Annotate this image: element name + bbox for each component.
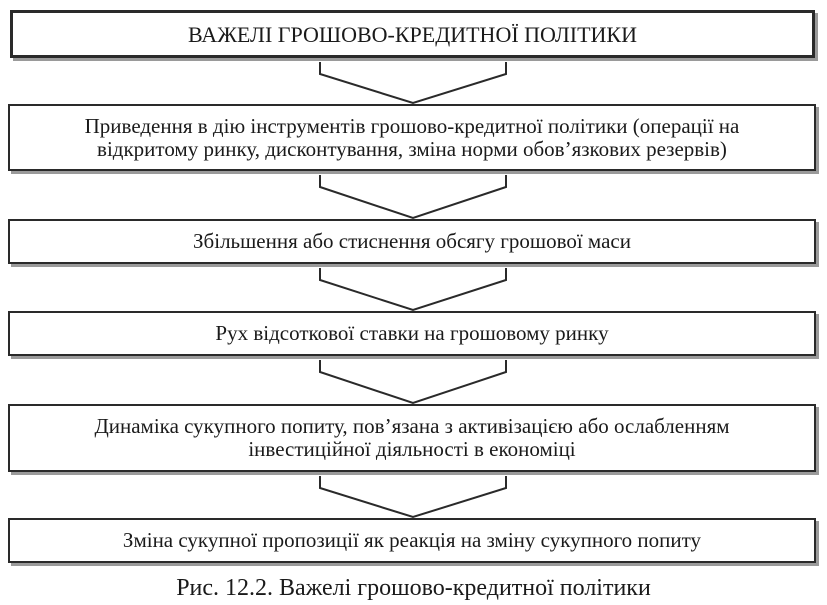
step-text-money-supply: Збільшення або стиснення обсягу грошової маси [193,229,631,253]
down-chevron-arrow-5 [320,476,506,517]
step-box-aggregate-supply [8,518,816,563]
step-box-instruments [8,104,816,171]
step-text-interest-rate: Рух відсоткової ставки на грошовому ринку [215,321,609,345]
step-box-aggregate-demand [8,404,816,472]
figure-caption: Рис. 12.2. Важелі грошово-кредитної політики [176,575,651,601]
step-box-money-supply [8,219,816,264]
diagram-title: ВАЖЕЛІ ГРОШОВО-КРЕДИТНОЇ ПОЛІТИКИ [188,21,637,47]
step-text-instruments: Приведення в дію інструментів грошово-кредитної політики (операції на відкритому ринку, дисконтування, зміна норми обов’язкових резервів) [84,113,740,161]
down-chevron-arrow-3 [320,268,506,310]
step-text-aggregate-supply: Зміна сукупної пропозиції як реакція на зміну сукупного попиту [122,528,702,552]
down-chevron-arrow-2 [320,175,506,218]
step-box-interest-rate [8,311,816,356]
down-chevron-arrow-1 [320,62,506,103]
diagram-title-box [10,10,815,58]
step-text-aggregate-demand: Динаміка сукупного попиту, пов’язана з активізацією або ослабленням інвестиційної діяльності в економіці [94,414,730,461]
down-chevron-arrow-4 [320,360,506,403]
